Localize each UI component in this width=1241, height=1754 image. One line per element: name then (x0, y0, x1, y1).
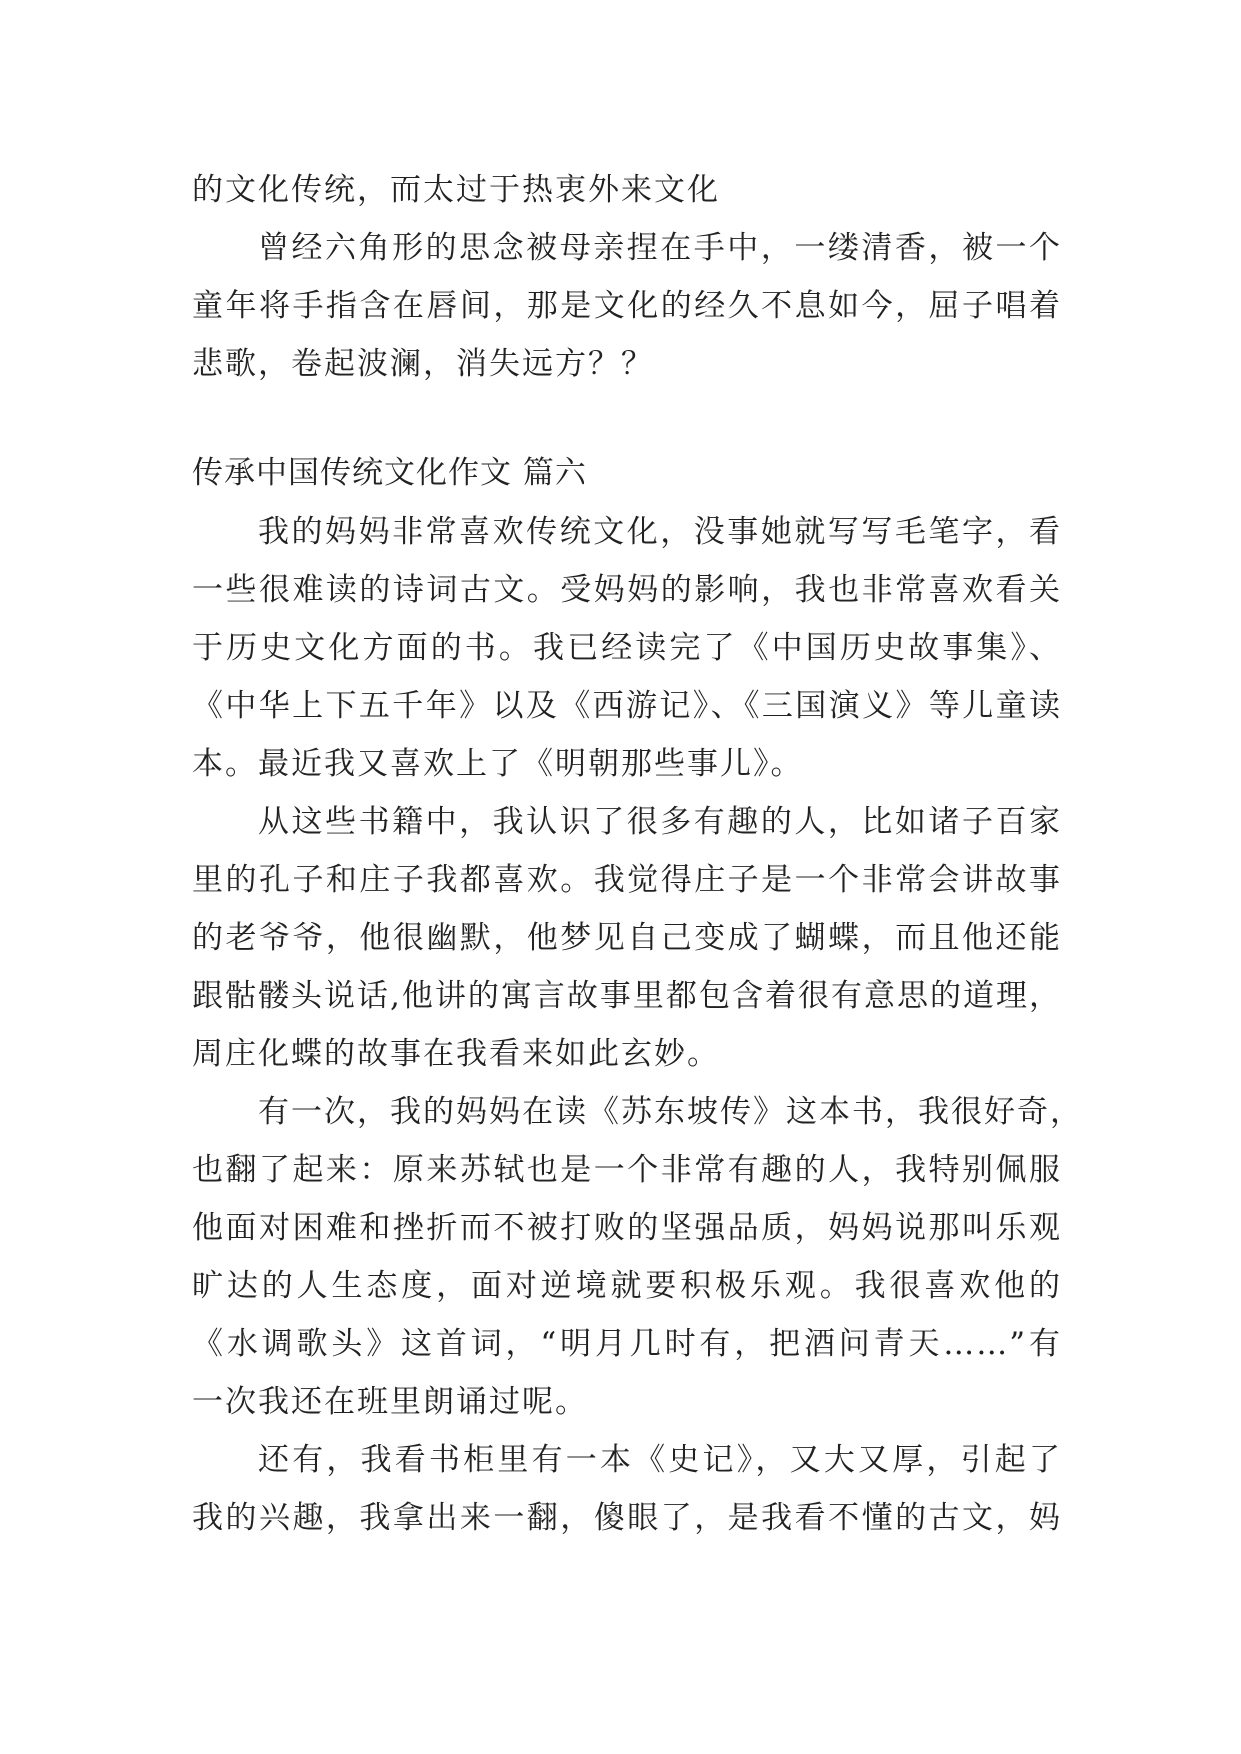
text-line: 旷达的人生态度，面对逆境就要积极乐观。我很喜欢他的 (192, 1268, 1062, 1304)
text-line: 一次我还在班里朗诵过呢。 (192, 1384, 588, 1420)
text-line: 的文化传统，而太过于热衷外来文化 (192, 172, 720, 208)
text-line: 于历史文化方面的书。我已经读完了《中国历史故事集》、 (192, 630, 1062, 666)
text-line: 周庄化蝶的故事在我看来如此玄妙。 (192, 1036, 720, 1072)
text-line: 《中华上下五千年》以及《西游记》、《三国演义》等儿童读 (192, 688, 1062, 724)
text-line: 的老爷爷，他很幽默，他梦见自己变成了蝴蝶，而且他还能 (192, 920, 1062, 956)
text-line: 一些很难读的诗词古文。受妈妈的影响，我也非常喜欢看关 (192, 572, 1062, 608)
text-line: 《水调歌头》这首词，“明月几时有，把酒问青天……”有 (192, 1326, 1062, 1362)
text-line: 跟骷髅头说话,他讲的寓言故事里都包含着很有意思的道理， (192, 978, 1062, 1014)
paragraph-first-line: 曾经六角形的思念被母亲捏在手中，一缕清香，被一个 (258, 230, 1062, 266)
section-heading: 传承中国传统文化作文 篇六 (192, 455, 587, 491)
text-line: 他面对困难和挫折而不被打败的坚强品质，妈妈说那叫乐观 (192, 1210, 1062, 1246)
text-line: 也翻了起来：原来苏轼也是一个非常有趣的人，我特别佩服 (192, 1152, 1062, 1188)
paragraph-first-line: 有一次，我的妈妈在读《苏东坡传》这本书，我很好奇， (258, 1094, 1083, 1130)
text-line: 我的兴趣，我拿出来一翻，傻眼了，是我看不懂的古文，妈 (192, 1500, 1062, 1536)
paragraph-first-line: 从这些书籍中，我认识了很多有趣的人，比如诸子百家 (258, 804, 1062, 840)
text-line: 本。最近我又喜欢上了《明朝那些事儿》。 (192, 746, 804, 782)
text-line: 童年将手指含在唇间，那是文化的经久不息如今，屈子唱着 (192, 288, 1062, 324)
text-line: 悲歌，卷起波澜，消失远方？？ (192, 346, 654, 382)
paragraph-first-line: 我的妈妈非常喜欢传统文化，没事她就写写毛笔字，看 (258, 514, 1062, 550)
text-line: 里的孔子和庄子我都喜欢。我觉得庄子是一个非常会讲故事 (192, 862, 1062, 898)
paragraph-first-line: 还有，我看书柜里有一本《史记》，又大又厚，引起了 (258, 1442, 1062, 1478)
